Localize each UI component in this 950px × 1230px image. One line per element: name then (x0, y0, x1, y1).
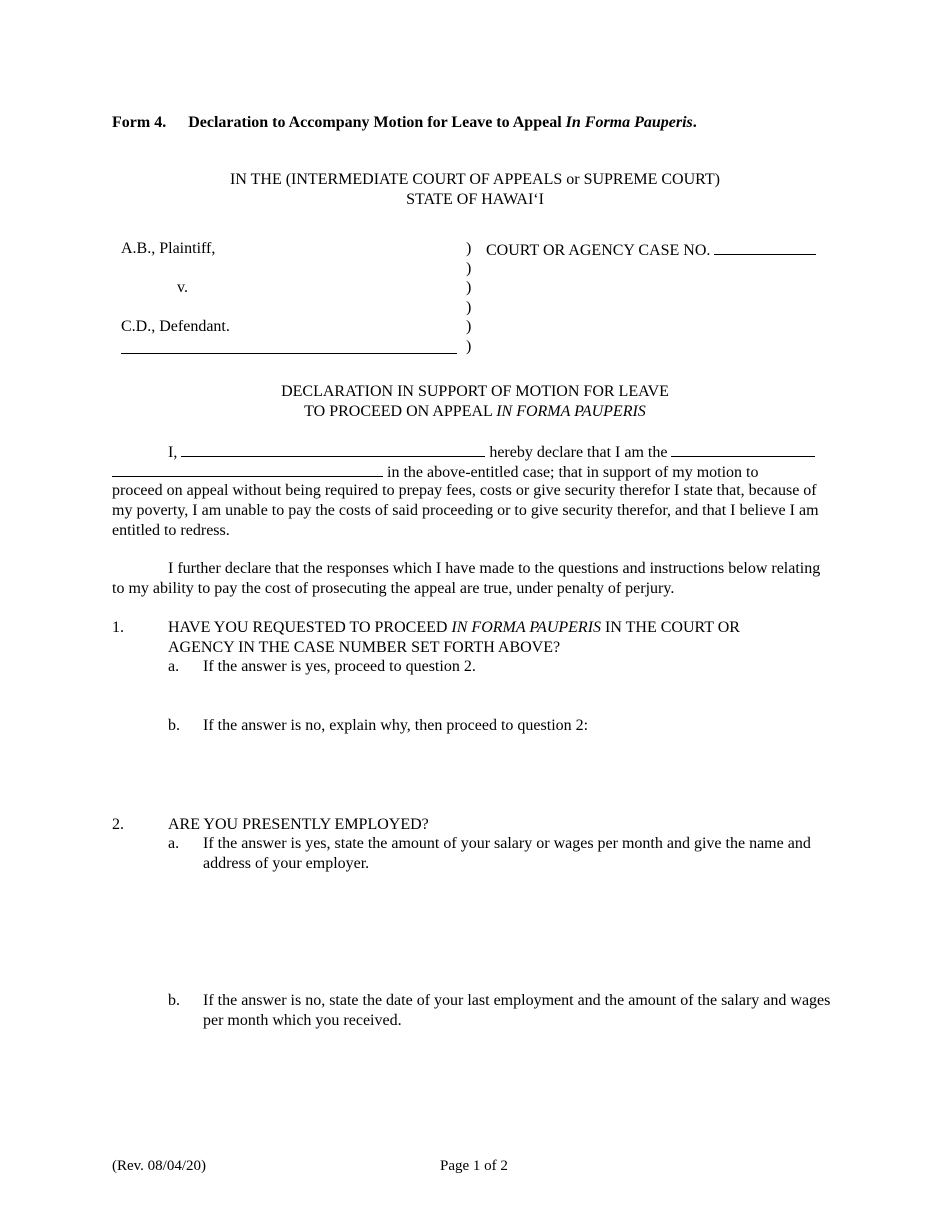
sub-question-letter: b. (168, 992, 180, 1009)
caption-underline (121, 338, 457, 354)
caption-paren: ) (466, 318, 472, 335)
declaration-title-line2 (0, 402, 950, 422)
declaration-title-line1: DECLARATION IN SUPPORT OF MOTION FOR LEAVE (281, 383, 669, 400)
sub-question-letter: b. (168, 717, 180, 734)
sub-question-text: If the answer is no, state the date of your last employment and the amount of the salary and wages per month which you received. (203, 992, 831, 1029)
form-title-end: . (692, 114, 697, 131)
page-number: Page 1 of 2 (440, 1158, 508, 1174)
form-title (112, 113, 697, 133)
question-number: 2. (112, 816, 124, 833)
question-1-text (168, 618, 740, 638)
declarant-name-blank[interactable] (181, 441, 485, 457)
caption-paren: ) (466, 299, 472, 316)
caption-paren: ) (466, 338, 472, 355)
case-number-field (486, 239, 816, 261)
declarant-prefix: I, (168, 444, 178, 461)
caption-paren: ) (466, 240, 472, 257)
sub-question-text: If the answer is yes, state the amount of your salary or wages per month and give the name and address of your employer. (203, 835, 811, 872)
question-italic: IN FORMA PAUPERIS (451, 619, 602, 636)
question-number: 1. (112, 619, 124, 636)
question-1-text-line2: AGENCY IN THE CASE NUMBER SET FORTH ABOVE? (168, 639, 561, 656)
question-2-text: ARE YOU PRESENTLY EMPLOYED? (168, 816, 429, 833)
declarant-role-label: hereby declare that I am the (489, 444, 668, 461)
sub-question-letter: a. (168, 658, 180, 675)
declaration-paragraph: proceed on appeal without being required to prepay fees, costs or give security therefor I state that, because of my poverty, I am unable to pay the costs of said proceeding or to give security therefor, and that I believe I am entitled to redress. (112, 482, 819, 539)
form-title-text: Declaration to Accompany Motion for Leave to Appeal (188, 114, 566, 131)
form-number: Form 4. (112, 114, 167, 131)
case-number-blank[interactable] (714, 239, 816, 255)
declaration-title-text: TO PROCEED ON APPEAL (304, 403, 497, 420)
case-number-label: COURT OR AGENCY CASE NO. (486, 242, 711, 259)
declarant-line (168, 441, 815, 463)
declarant-role-blank-2[interactable] (112, 461, 383, 477)
defendant-name: C.D., Defendant. (121, 318, 230, 335)
court-name: IN THE (INTERMEDIATE COURT OF APPEALS or SUPREME COURT) (230, 171, 720, 188)
revision-date: (Rev. 08/04/20) (112, 1158, 207, 1174)
caption-paren: ) (466, 260, 472, 277)
perjury-paragraph: I further declare that the responses which I have made to the questions and instructions below relating to my ability to pay the cost of prosecuting the appeal are true, under penalty of perjury. (112, 560, 821, 597)
sub-question-letter: a. (168, 835, 180, 852)
sub-question-text: If the answer is yes, proceed to question 2. (203, 658, 476, 675)
declaration-text: in the above-entitled case; that in support of my motion to (387, 464, 759, 481)
declarant-role-blank[interactable] (671, 441, 815, 457)
declaration-title-italic: IN FORMA PAUPERIS (496, 403, 646, 420)
form-title-italic: In Forma Pauperis (565, 114, 693, 131)
sub-question-text: If the answer is no, explain why, then proceed to question 2: (203, 717, 589, 734)
caption-paren: ) (466, 279, 472, 296)
court-state: STATE OF HAWAI‘I (406, 191, 544, 208)
plaintiff-name: A.B., Plaintiff, (121, 240, 216, 257)
versus-label: v. (177, 279, 188, 296)
declarant-line-2 (112, 461, 758, 483)
question-text: IN THE COURT OR (601, 619, 740, 636)
question-text: HAVE YOU REQUESTED TO PROCEED (168, 619, 452, 636)
